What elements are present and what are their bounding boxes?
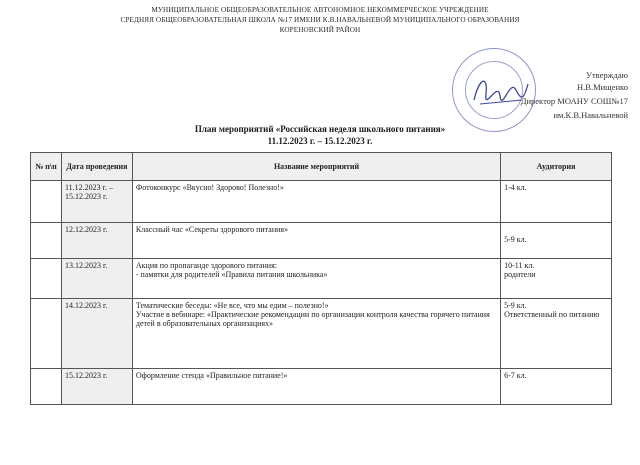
audience-line: 5-9 кл. <box>504 235 527 244</box>
row-date: 11.12.2023 г. – 15.12.2023 г. <box>61 181 132 223</box>
event-line: - памятки для родителей «Правила питания школьника» <box>135 270 328 279</box>
org-name-line2: СРЕДНЯЯ ОБЩЕОБРАЗОВАТЕЛЬНАЯ ШКОЛА №17 ИМЕНИ К.В.НАВАЛЬНЕВОЙ МУНИЦИПАЛЬНОГО ОБРАЗОВАНИЯ <box>120 16 520 24</box>
audience-line: 10-11 кл. <box>504 261 535 270</box>
header-event: Название мероприятий <box>132 153 500 181</box>
row-number <box>31 369 62 405</box>
row-number <box>31 299 62 369</box>
row-number <box>31 223 62 259</box>
row-event <box>132 259 500 299</box>
approval-name: Н.В.Мищенко <box>577 82 628 92</box>
audience-line: 5-9 кл. <box>504 301 527 310</box>
table-row <box>31 223 612 259</box>
row-event <box>132 299 500 369</box>
audience-line <box>504 225 608 235</box>
row-date: 14.12.2023 г. <box>61 299 132 369</box>
audience-line: Ответственный по питанию <box>504 310 600 319</box>
row-date: 15.12.2023 г. <box>61 369 132 405</box>
event-line: Классный час «Секреты здорового питания» <box>135 225 289 234</box>
table-row <box>31 299 612 369</box>
header-date: Дата проведения <box>61 153 132 181</box>
approval-word: Утверждаю <box>585 70 628 80</box>
audience-line: 1-4 кл. <box>504 183 527 192</box>
approval-position: Директор МОАНУ СОШ№17 <box>520 96 628 106</box>
table-row <box>31 259 612 299</box>
row-number <box>31 181 62 223</box>
row-number <box>31 259 62 299</box>
audience-line: родители <box>504 270 536 279</box>
row-event <box>132 181 500 223</box>
plan-title: План мероприятий «Российская неделя школьного питания» <box>194 124 446 134</box>
plan-dates: 11.12.2023 г. – 15.12.2023 г. <box>267 136 373 146</box>
header-number: № п\п <box>31 153 62 181</box>
row-event <box>132 223 500 259</box>
event-line: Тематические беседы: «Не все, что мы едим – полезно!» <box>135 301 329 310</box>
org-name-line3: КОРЕНОВСКИЙ РАЙОН <box>279 26 361 34</box>
row-audience <box>501 223 612 259</box>
row-date: 12.12.2023 г. <box>61 223 132 259</box>
event-line: Фотоконкурс «Вкусно! Здорово! Полезно!» <box>135 183 284 192</box>
row-audience <box>501 369 612 405</box>
org-name-line1: МУНИЦИПАЛЬНОЕ ОБЩЕОБРАЗОВАТЕЛЬНОЕ АВТОНОМНОЕ НЕКОММЕРЧЕСКОЕ УЧРЕЖДЕНИЕ <box>151 6 489 14</box>
row-date: 13.12.2023 г. <box>61 259 132 299</box>
table-header-row <box>31 153 612 181</box>
event-line: Акция по пропаганде здорового питания: <box>135 261 277 270</box>
row-audience <box>501 259 612 299</box>
approval-school: им.К.В.Навальневой <box>553 110 628 120</box>
audience-line: 6-7 кл. <box>504 371 527 380</box>
event-line: Участие в вебинаре: «Практические рекомендации по организации контроля качества горячего питания детей в образовательных организациях» <box>135 310 490 328</box>
events-table <box>30 152 612 405</box>
event-line: Оформление стенда «Правильное питание!» <box>135 371 288 380</box>
row-audience <box>501 181 612 223</box>
row-audience <box>501 299 612 369</box>
table-row <box>31 181 612 223</box>
header-audience: Аудитория <box>501 153 612 181</box>
row-event <box>132 369 500 405</box>
table-row <box>31 369 612 405</box>
